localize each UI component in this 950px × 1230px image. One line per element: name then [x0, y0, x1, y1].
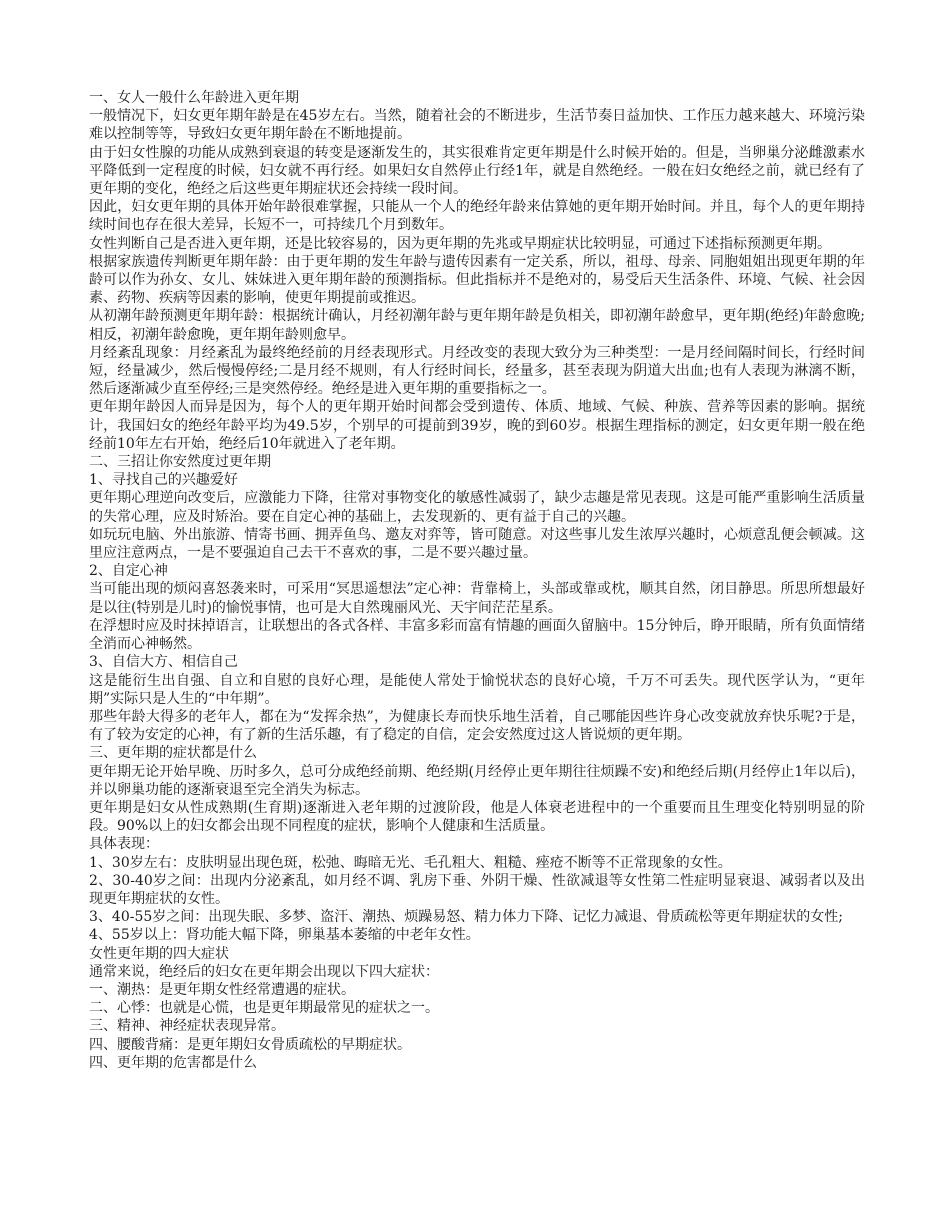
paragraph: 更年期无论开始早晚、历时多久，总可分成绝经前期、绝经期(月经停止更年期往往烦躁不安)和绝经后期(月经停止1年以后)，并以卵巢功能的逐渐衰退至完全消失为标志。: [89, 763, 865, 798]
paragraph: 通常来说，绝经后的妇女在更年期会出现以下四大症状：: [89, 963, 439, 980]
paragraph: 由于妇女性腺的功能从成熟到衰退的转变是逐渐发生的，其实很难肯定更年期是什么时候开始的。但是，当卵巢分泌雌激素水平降低到一定程度的时候，妇女就不再行经。如果妇女自然停止行经1年，就是自然绝经。一般在妇女绝经之前，就已经有了更年期的变化，绝经之后这些更年期症状还会持续一段时间。: [89, 144, 865, 198]
paragraph: 根据家族遗传判断更年期年龄：由于更年期的发生年龄与遗传因素有一定关系，所以，祖母、母亲、同胞姐姐出现更年期的年龄可以作为孙女、女儿、妹妹进入更年期年龄的预测指标。但此指标并不是绝对的，易受后天生活条件、环境、气候、社会因素、药物、疾病等因素的影响，使更年期提前或推迟。: [89, 253, 865, 307]
paragraph: 如玩玩电脑、外出旅游、情寄书画、拥弄鱼鸟、邀友对弈等，皆可随意。对这些事儿发生浓厚兴趣时，心烦意乱便会顿减。这里应注意两点，一是不要强迫自己去干不喜欢的事，二是不要兴趣过量。: [89, 526, 865, 562]
subsection-heading: 3、自信大方、相信自己: [89, 654, 238, 671]
paragraph: 一般情况下，妇女更年期年龄是在45岁左右。当然，随着社会的不断进步，生活节奏日益加快、工作压力越来越大、环境污染难以控制等等，导致妇女更年期年龄在不断地提前。: [89, 108, 865, 143]
subsection-heading: 1、寻找自己的兴趣爱好: [89, 472, 238, 489]
list-item: 2、30-40岁之间：出现内分泌紊乱，如月经不调、乳房下垂、外阴干燥、性欲减退等女性第二性症明显衰退、减弱者以及出现更年期症状的女性。: [89, 872, 865, 907]
paragraph: 更年期心理逆向改变后，应激能力下降，往常对事物变化的敏感性减弱了，缺少志趣是常见表现。这是可能严重影响生活质量的失常心理，应及时矫治。要在自定心神的基础上，去发现新的、更有益于自己的兴趣。: [89, 490, 865, 525]
section-heading: 四、更年期的危害都是什么: [89, 1054, 257, 1071]
list-item: 4、55岁以上：肾功能大幅下降，卵巢基本萎缩的中老年女性。: [89, 927, 480, 944]
list-item: 1、30岁左右：皮肤明显出现色斑，松弛、晦暗无光、毛孔粗大、粗糙、痤疮不断等不正常现象的女性。: [89, 854, 732, 871]
list-item: 三、精神、神经症状表现异常。: [89, 1018, 285, 1035]
subsection-heading: 女性更年期的四大症状: [89, 945, 229, 962]
paragraph: 从初潮年龄预测更年期年龄：根据统计确认，月经初潮年龄与更年期年龄是负相关，即初潮年龄愈早，更年期(绝经)年龄愈晚;相反，初潮年龄愈晚，更年期年龄则愈早。: [89, 308, 865, 343]
subsection-heading: 具体表现：: [89, 836, 159, 853]
section-heading: 一、女人一般什么年龄进入更年期: [89, 90, 299, 106]
paragraph: 月经紊乱现象：月经紊乱为最终绝经前的月经表现形式。月经改变的表现大致分为三种类型：一是月经间隔时间长，行经时间短，经量减少，然后慢慢停经;二是月经不规则，有人行经时间长，经量多，甚至表现为阴道大出血;也有人表现为淋漓不断，然后逐渐减少直至停经;三是突然停经。绝经是进入更年期的重要指标之一。: [89, 344, 865, 398]
paragraph: 更年期是妇女从性成熟期(生育期)逐渐进入老年期的过渡阶段，他是人体衰老进程中的一个重要而且生理变化特别明显的阶段。90%以上的妇女都会出现不同程度的症状，影响个人健康和生活质量。: [89, 799, 865, 835]
list-item: 3、40-55岁之间：出现失眠、多梦、盗汗、潮热、烦躁易怒、精力体力下降、记忆力减退、骨质疏松等更年期症状的女性;: [89, 909, 843, 926]
paragraph: 在浮想时应及时抹掉语言，让联想出的各式各样、丰富多彩而富有情趣的画面久留脑中。15分钟后，睁开眼睛，所有负面情绪全消而心神畅然。: [89, 617, 865, 653]
section-heading: 二、三招让你安然度过更年期: [89, 454, 271, 471]
paragraph: 当可能出现的烦闷喜怒袭来时，可采用“冥思遥想法”定心神：背靠椅上，头部或靠或枕，顺其自然，闭目静思。所思所想最好是以往(特别是儿时)的愉悦事情，也可是大自然瑰丽风光、天宇间茫茫星系。: [89, 581, 865, 616]
paragraph: 这是能衍生出自强、自立和自慰的良好心理，是能使人常处于愉悦状态的良好心境，千万不可丢失。现代医学认为，“更年期”实际只是人生的“中年期”。: [89, 672, 865, 707]
paragraph: 那些年龄大得多的老年人，都在为“发挥余热”，为健康长寿而快乐地生活着，自己哪能因些许身心改变就放弃快乐呢?于是，有了较为安定的心神，有了新的生活乐趣，有了稳定的自信，定会安然度过这人皆说烦的更年期。: [89, 708, 865, 744]
paragraph: 因此，妇女更年期的具体开始年龄很难掌握，只能从一个人的绝经年龄来估算她的更年期开始时间。并且，每个人的更年期持续时间也存在很大差异，长短不一，可持续几个月到数年。: [89, 199, 865, 234]
subsection-heading: 2、自定心神: [89, 563, 168, 580]
paragraph: 更年期年龄因人而异是因为，每个人的更年期开始时间都会受到遗传、体质、地域、气候、种族、营养等因素的影响。据统计，我国妇女的绝经年龄平均为49.5岁，个别早的可提前到39岁，晚的到60岁。根据生理指标的测定，妇女更年期一般在绝经前10年左右开始，绝经后10年就进入了老年期。: [89, 399, 865, 452]
paragraph: 女性判断自己是否进入更年期，还是比较容易的，因为更年期的先兆或早期症状比较明显，可通过下述指标预测更年期。: [89, 235, 831, 252]
list-item: 四、腰酸背痛：是更年期妇女骨质疏松的早期症状。: [89, 1036, 411, 1053]
section-heading: 三、更年期的症状都是什么: [89, 745, 257, 762]
document-page: [89, 89, 865, 1072]
list-item: 二、心悸：也就是心慌，也是更年期最常见的症状之一。: [89, 1000, 439, 1017]
list-item: 一、潮热：是更年期女性经常遭遇的症状。: [89, 981, 355, 998]
